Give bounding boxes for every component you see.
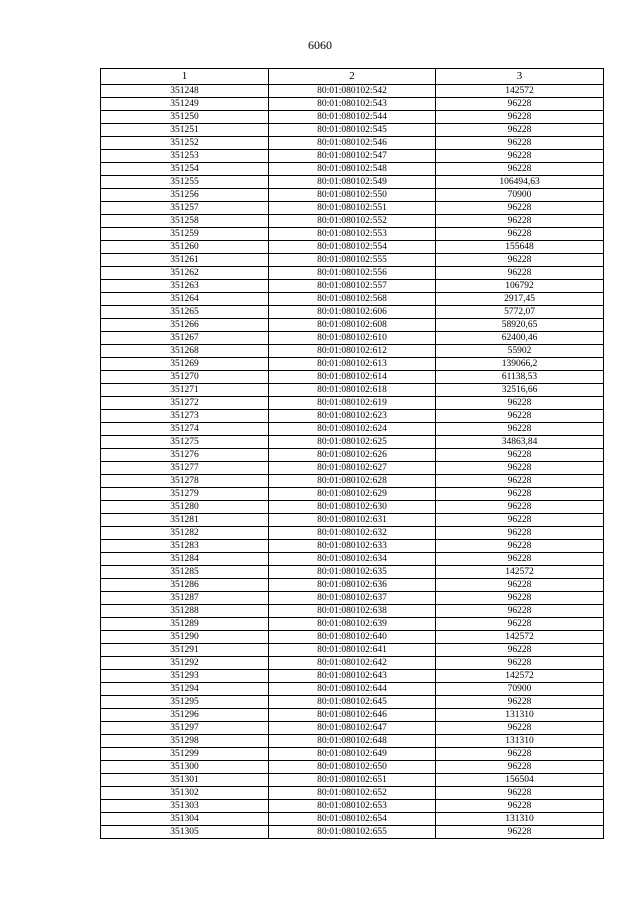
- cell-value: 96228: [436, 397, 604, 410]
- cell-value: 96228: [436, 618, 604, 631]
- table-row: [101, 319, 604, 332]
- cell-number: 351288: [101, 605, 269, 618]
- table-row: [101, 683, 604, 696]
- table-row: [101, 280, 604, 293]
- cell-value: 32516,66: [436, 384, 604, 397]
- cell-number: 351290: [101, 631, 269, 644]
- cell-value: 96228: [436, 462, 604, 475]
- cell-cadastral-number: 80:01:080102:610: [269, 332, 436, 345]
- cell-cadastral-number: 80:01:080102:542: [269, 85, 436, 98]
- table-row: [101, 150, 604, 163]
- table-row: [101, 488, 604, 501]
- cell-number: 351283: [101, 540, 269, 553]
- cell-value: 96228: [436, 202, 604, 215]
- cell-number: 351261: [101, 254, 269, 267]
- cell-number: 351257: [101, 202, 269, 215]
- cell-cadastral-number: 80:01:080102:653: [269, 800, 436, 813]
- table-row: [101, 215, 604, 228]
- table-row: [101, 384, 604, 397]
- cell-cadastral-number: 80:01:080102:547: [269, 150, 436, 163]
- cell-number: 351266: [101, 319, 269, 332]
- cell-number: 351303: [101, 800, 269, 813]
- table-row: [101, 306, 604, 319]
- cell-value: 2917,45: [436, 293, 604, 306]
- cell-number: 351280: [101, 501, 269, 514]
- cell-number: 351263: [101, 280, 269, 293]
- cell-cadastral-number: 80:01:080102:639: [269, 618, 436, 631]
- table-row: [101, 800, 604, 813]
- cell-cadastral-number: 80:01:080102:619: [269, 397, 436, 410]
- cell-number: 351262: [101, 267, 269, 280]
- table-row: [101, 826, 604, 839]
- cell-value: 96228: [436, 553, 604, 566]
- table-row: [101, 566, 604, 579]
- table-row: [101, 475, 604, 488]
- cell-cadastral-number: 80:01:080102:606: [269, 306, 436, 319]
- table-row: [101, 462, 604, 475]
- cell-value: 96228: [436, 267, 604, 280]
- cell-number: 351282: [101, 527, 269, 540]
- table-row: [101, 137, 604, 150]
- cell-value: 34863,84: [436, 436, 604, 449]
- cell-value: 96228: [436, 254, 604, 267]
- cell-number: 351258: [101, 215, 269, 228]
- cell-cadastral-number: 80:01:080102:646: [269, 709, 436, 722]
- cell-value: 106792: [436, 280, 604, 293]
- cell-cadastral-number: 80:01:080102:637: [269, 592, 436, 605]
- table-row: [101, 345, 604, 358]
- cell-number: 351256: [101, 189, 269, 202]
- cell-cadastral-number: 80:01:080102:629: [269, 488, 436, 501]
- page-number: 6060: [308, 38, 332, 52]
- cell-cadastral-number: 80:01:080102:649: [269, 748, 436, 761]
- table-row: [101, 813, 604, 826]
- table-row: [101, 176, 604, 189]
- cell-cadastral-number: 80:01:080102:556: [269, 267, 436, 280]
- cell-value: 96228: [436, 540, 604, 553]
- table-row: [101, 735, 604, 748]
- cell-cadastral-number: 80:01:080102:557: [269, 280, 436, 293]
- cell-number: 351267: [101, 332, 269, 345]
- cell-value: 96228: [436, 215, 604, 228]
- cell-value: 96228: [436, 501, 604, 514]
- cell-number: 351294: [101, 683, 269, 696]
- cell-value: 96228: [436, 657, 604, 670]
- table-row: [101, 774, 604, 787]
- table-row: [101, 709, 604, 722]
- cell-cadastral-number: 80:01:080102:549: [269, 176, 436, 189]
- cell-value: 156504: [436, 774, 604, 787]
- cell-value: 142572: [436, 85, 604, 98]
- cell-cadastral-number: 80:01:080102:642: [269, 657, 436, 670]
- table-row: [101, 449, 604, 462]
- cell-number: 351289: [101, 618, 269, 631]
- table-row: [101, 605, 604, 618]
- cell-cadastral-number: 80:01:080102:548: [269, 163, 436, 176]
- column-header-3: 3: [436, 69, 604, 85]
- cell-cadastral-number: 80:01:080102:644: [269, 683, 436, 696]
- cell-number: 351259: [101, 228, 269, 241]
- cell-number: 351276: [101, 449, 269, 462]
- cell-value: 131310: [436, 709, 604, 722]
- cell-cadastral-number: 80:01:080102:641: [269, 644, 436, 657]
- cell-cadastral-number: 80:01:080102:650: [269, 761, 436, 774]
- table-row: [101, 98, 604, 111]
- table-row: [101, 293, 604, 306]
- table-row: [101, 579, 604, 592]
- cell-cadastral-number: 80:01:080102:640: [269, 631, 436, 644]
- cell-value: 96228: [436, 514, 604, 527]
- cell-number: 351284: [101, 553, 269, 566]
- cell-value: 96228: [436, 722, 604, 735]
- cell-number: 351272: [101, 397, 269, 410]
- cell-cadastral-number: 80:01:080102:550: [269, 189, 436, 202]
- table-row: [101, 202, 604, 215]
- table-row: [101, 124, 604, 137]
- cell-value: 62400,46: [436, 332, 604, 345]
- cell-value: 142572: [436, 670, 604, 683]
- cell-cadastral-number: 80:01:080102:626: [269, 449, 436, 462]
- cell-cadastral-number: 80:01:080102:645: [269, 696, 436, 709]
- cell-value: 96228: [436, 592, 604, 605]
- cell-number: 351268: [101, 345, 269, 358]
- cell-cadastral-number: 80:01:080102:648: [269, 735, 436, 748]
- cell-value: 96228: [436, 111, 604, 124]
- cell-cadastral-number: 80:01:080102:554: [269, 241, 436, 254]
- cell-value: 96228: [436, 449, 604, 462]
- table-row: [101, 644, 604, 657]
- cell-value: 96228: [436, 98, 604, 111]
- cell-cadastral-number: 80:01:080102:568: [269, 293, 436, 306]
- cell-value: 61138,53: [436, 371, 604, 384]
- cell-number: 351277: [101, 462, 269, 475]
- cell-cadastral-number: 80:01:080102:638: [269, 605, 436, 618]
- table-row: [101, 514, 604, 527]
- cell-value: 96228: [436, 605, 604, 618]
- cell-number: 351265: [101, 306, 269, 319]
- cell-number: 351274: [101, 423, 269, 436]
- cell-value: 55902: [436, 345, 604, 358]
- table-row: [101, 436, 604, 449]
- cell-cadastral-number: 80:01:080102:623: [269, 410, 436, 423]
- cell-cadastral-number: 80:01:080102:551: [269, 202, 436, 215]
- cell-number: 351255: [101, 176, 269, 189]
- cell-value: 96228: [436, 748, 604, 761]
- cell-value: 142572: [436, 631, 604, 644]
- cell-value: 96228: [436, 410, 604, 423]
- cell-value: 58920,65: [436, 319, 604, 332]
- cell-value: 96228: [436, 475, 604, 488]
- cell-number: 351264: [101, 293, 269, 306]
- cell-cadastral-number: 80:01:080102:545: [269, 124, 436, 137]
- cell-value: 96228: [436, 787, 604, 800]
- cell-cadastral-number: 80:01:080102:651: [269, 774, 436, 787]
- cell-value: 96228: [436, 423, 604, 436]
- cell-value: 142572: [436, 566, 604, 579]
- cell-cadastral-number: 80:01:080102:625: [269, 436, 436, 449]
- cell-cadastral-number: 80:01:080102:624: [269, 423, 436, 436]
- cell-number: 351304: [101, 813, 269, 826]
- cell-cadastral-number: 80:01:080102:614: [269, 371, 436, 384]
- cell-cadastral-number: 80:01:080102:654: [269, 813, 436, 826]
- cell-cadastral-number: 80:01:080102:628: [269, 475, 436, 488]
- table-row: [101, 696, 604, 709]
- table-row: [101, 241, 604, 254]
- cell-value: 96228: [436, 228, 604, 241]
- cell-number: 351293: [101, 670, 269, 683]
- cell-number: 351251: [101, 124, 269, 137]
- cell-value: 96228: [436, 150, 604, 163]
- cell-value: 96228: [436, 163, 604, 176]
- cell-cadastral-number: 80:01:080102:618: [269, 384, 436, 397]
- cell-value: 131310: [436, 735, 604, 748]
- cell-number: 351298: [101, 735, 269, 748]
- cell-number: 351270: [101, 371, 269, 384]
- cell-cadastral-number: 80:01:080102:552: [269, 215, 436, 228]
- data-table: [100, 68, 604, 839]
- cell-cadastral-number: 80:01:080102:546: [269, 137, 436, 150]
- table-row: [101, 332, 604, 345]
- cell-value: 96228: [436, 800, 604, 813]
- cell-number: 351286: [101, 579, 269, 592]
- table-row: [101, 254, 604, 267]
- cell-number: 351252: [101, 137, 269, 150]
- cell-number: 351285: [101, 566, 269, 579]
- cell-value: 70900: [436, 683, 604, 696]
- cell-number: 351278: [101, 475, 269, 488]
- cell-number: 351300: [101, 761, 269, 774]
- cell-cadastral-number: 80:01:080102:631: [269, 514, 436, 527]
- cell-value: 96228: [436, 696, 604, 709]
- cell-number: 351273: [101, 410, 269, 423]
- cell-number: 351250: [101, 111, 269, 124]
- table-row: [101, 657, 604, 670]
- cell-value: 139066,2: [436, 358, 604, 371]
- cell-number: 351301: [101, 774, 269, 787]
- cell-number: 351299: [101, 748, 269, 761]
- cell-number: 351248: [101, 85, 269, 98]
- cell-number: 351260: [101, 241, 269, 254]
- table-row: [101, 761, 604, 774]
- cell-number: 351296: [101, 709, 269, 722]
- cell-cadastral-number: 80:01:080102:608: [269, 319, 436, 332]
- table-row: [101, 423, 604, 436]
- table-row: [101, 748, 604, 761]
- cell-value: 96228: [436, 761, 604, 774]
- cell-cadastral-number: 80:01:080102:543: [269, 98, 436, 111]
- cell-cadastral-number: 80:01:080102:647: [269, 722, 436, 735]
- table-body: [101, 85, 604, 839]
- cell-number: 351287: [101, 592, 269, 605]
- cell-number: 351254: [101, 163, 269, 176]
- cell-value: 5772,07: [436, 306, 604, 319]
- cell-cadastral-number: 80:01:080102:630: [269, 501, 436, 514]
- cell-cadastral-number: 80:01:080102:555: [269, 254, 436, 267]
- cell-value: 96228: [436, 124, 604, 137]
- cell-number: 351305: [101, 826, 269, 839]
- cell-number: 351295: [101, 696, 269, 709]
- cell-number: 351292: [101, 657, 269, 670]
- cell-number: 351281: [101, 514, 269, 527]
- table-row: [101, 85, 604, 98]
- cell-cadastral-number: 80:01:080102:643: [269, 670, 436, 683]
- cell-cadastral-number: 80:01:080102:655: [269, 826, 436, 839]
- table-row: [101, 189, 604, 202]
- cell-value: 96228: [436, 488, 604, 501]
- cell-number: 351279: [101, 488, 269, 501]
- column-header-1: 1: [101, 69, 269, 85]
- cell-cadastral-number: 80:01:080102:633: [269, 540, 436, 553]
- table-row: [101, 722, 604, 735]
- cell-value: 155648: [436, 241, 604, 254]
- table-row: [101, 410, 604, 423]
- table-row: [101, 787, 604, 800]
- cell-value: 106494,63: [436, 176, 604, 189]
- table-row: [101, 670, 604, 683]
- table-header-row: [101, 69, 604, 85]
- table-row: [101, 358, 604, 371]
- cell-cadastral-number: 80:01:080102:612: [269, 345, 436, 358]
- cell-cadastral-number: 80:01:080102:553: [269, 228, 436, 241]
- cell-cadastral-number: 80:01:080102:634: [269, 553, 436, 566]
- table-row: [101, 111, 604, 124]
- table-row: [101, 397, 604, 410]
- table-row: [101, 527, 604, 540]
- cell-number: 351249: [101, 98, 269, 111]
- cell-cadastral-number: 80:01:080102:613: [269, 358, 436, 371]
- cell-value: 96228: [436, 826, 604, 839]
- table-row: [101, 163, 604, 176]
- cell-value: 96228: [436, 137, 604, 150]
- table-row: [101, 371, 604, 384]
- cell-number: 351302: [101, 787, 269, 800]
- cell-value: 96228: [436, 527, 604, 540]
- cell-value: 70900: [436, 189, 604, 202]
- cell-value: 96228: [436, 644, 604, 657]
- table-row: [101, 618, 604, 631]
- table-row: [101, 267, 604, 280]
- column-header-2: 2: [269, 69, 436, 85]
- cell-number: 351291: [101, 644, 269, 657]
- cell-cadastral-number: 80:01:080102:544: [269, 111, 436, 124]
- cell-number: 351275: [101, 436, 269, 449]
- cell-number: 351297: [101, 722, 269, 735]
- cell-cadastral-number: 80:01:080102:635: [269, 566, 436, 579]
- table-row: [101, 631, 604, 644]
- cell-cadastral-number: 80:01:080102:627: [269, 462, 436, 475]
- cell-number: 351253: [101, 150, 269, 163]
- cell-cadastral-number: 80:01:080102:636: [269, 579, 436, 592]
- cell-value: 96228: [436, 579, 604, 592]
- cell-number: 351271: [101, 384, 269, 397]
- cell-cadastral-number: 80:01:080102:652: [269, 787, 436, 800]
- table-row: [101, 553, 604, 566]
- table-row: [101, 501, 604, 514]
- table-row: [101, 540, 604, 553]
- cell-cadastral-number: 80:01:080102:632: [269, 527, 436, 540]
- cell-value: 131310: [436, 813, 604, 826]
- cell-number: 351269: [101, 358, 269, 371]
- table-row: [101, 228, 604, 241]
- table-row: [101, 592, 604, 605]
